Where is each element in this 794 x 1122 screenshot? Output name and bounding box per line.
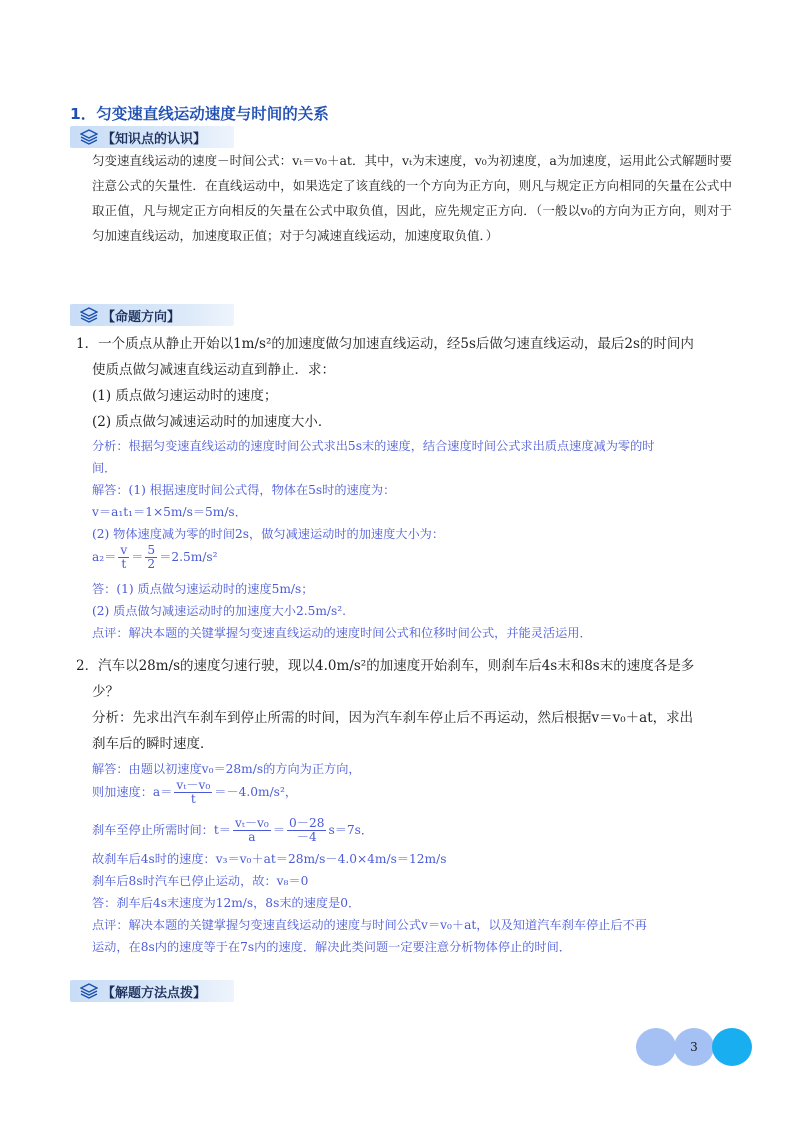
q2-sol3-mid: ＝ bbox=[272, 823, 286, 837]
pager-circle-right bbox=[712, 1028, 752, 1066]
knowledge-badge bbox=[70, 126, 234, 148]
q2-comment-2: 运动，在8s内的速度等于在7s内的速度．解决此类问题一定要注意分析物体停止的时间． bbox=[92, 940, 571, 954]
pager-circle-left bbox=[636, 1028, 676, 1066]
q2-analysis-2: 刹车后的瞬时速度． bbox=[92, 736, 214, 752]
q2-analysis-1: 分析：先求出汽车刹车到停止所需的时间，因为汽车刹车停止后不再运动，然后根据v＝v₀＋at，求出 bbox=[92, 710, 694, 726]
q1-solution-4 bbox=[92, 544, 218, 571]
q2-answer: 答：刹车后4s末速度为12m/s，8s末的速度是0． bbox=[92, 896, 361, 910]
q1-fraction-5-2: $\frac{5}{2}$ bbox=[147, 543, 156, 571]
direction-badge-label: 【命题方向】 bbox=[102, 309, 181, 325]
section-title: 1．匀变速直线运动速度与时间的关系 bbox=[70, 105, 329, 123]
layers-icon bbox=[80, 983, 98, 999]
q2-line1: 2．汽车以28m/s的速度匀速行驶，现以4.0m/s²的加速度开始刹车，则刹车后4s末和8s末的速度各是多 bbox=[76, 658, 695, 674]
q1-sol4-pre: a₂＝ bbox=[92, 550, 117, 564]
q1-analysis-1: 分析：根据匀变速直线运动的速度时间公式求出5s末的速度，结合速度时间公式求出质点速度减为零的时 bbox=[92, 439, 655, 453]
q1-sol4-post: ＝2.5m/s² bbox=[159, 550, 218, 564]
q1-line2: 使质点做匀减速直线运动直到静止．求： bbox=[92, 362, 335, 378]
q1-sol4-mid: ＝ bbox=[131, 550, 144, 564]
q2-solution-4: 故刹车后4s时的速度：v₃＝v₀＋at＝28m/s－4.0×4m/s＝12m/s bbox=[92, 852, 447, 866]
q1-sub1: (1) 质点做匀速运动时的速度； bbox=[92, 388, 278, 404]
knowledge-badge-label: 【知识点的认识】 bbox=[102, 131, 207, 147]
knowledge-text: 匀变速直线运动的速度－时间公式：vₜ＝v₀＋at．其中，vₜ为末速度，v₀为初速度，a为加速度，运用此公式解题时要注意公式的矢量性．在直线运动中，如果选定了该直线的一个方向为正方向，则凡与规定正方向相同的矢量在公式中取正值，凡与规定正方向相反的矢量在公式中取负值，因此，应先规定正方向．（一般以v₀的方向为正方向，则对于匀加速直线运动，加速度取正值；对于匀减速直线运动，加速度取负值．） bbox=[92, 153, 732, 243]
layers-icon bbox=[80, 307, 98, 323]
q2-fraction-t1: $\frac{\text{vₜ－v₀}}{a}$ bbox=[234, 816, 269, 844]
q2-solution-5: 刹车后8s时汽车已停止运动，故：v₈＝0 bbox=[92, 874, 309, 888]
q2-sol3-post: s＝7s． bbox=[328, 823, 374, 837]
q1-solution-1: 解答：(1) 根据速度时间公式得，物体在5s时的速度为： bbox=[92, 483, 396, 497]
q1-sub2: (2) 质点做匀减速运动时的加速度大小． bbox=[92, 414, 332, 430]
method-badge-label: 【解题方法点拨】 bbox=[102, 985, 207, 1001]
method-badge bbox=[70, 980, 234, 1002]
q2-fraction-a: $\frac{\text{vₜ－v₀}}{t}$ bbox=[176, 778, 211, 806]
q2-fraction-t2: $\frac{0-28}{-4}$ bbox=[289, 816, 325, 844]
q2-sol2-pre: 则加速度：a＝ bbox=[92, 785, 173, 799]
q1-solution-2: v＝a₁t₁＝1×5m/s＝5m/s． bbox=[92, 505, 247, 519]
q1-answer-1: 答：(1) 质点做匀速运动时的速度5m/s； bbox=[92, 582, 314, 596]
page-number: 3 bbox=[690, 1040, 698, 1054]
page-number-decoration bbox=[636, 1028, 752, 1066]
q2-sol3-pre: 刹车至停止所需时间：t＝ bbox=[92, 823, 231, 837]
q2-sol2-post: ＝－4.0m/s²， bbox=[214, 785, 298, 799]
q1-comment: 点评：解决本题的关键掌握匀变速直线运动的速度时间公式和位移时间公式，并能灵活运用． bbox=[92, 626, 592, 640]
q2-solution-1: 解答：由题以初速度v₀＝28m/s的方向为正方向， bbox=[92, 762, 361, 776]
q1-fraction-v-t: $\frac{v}{t}$ bbox=[120, 543, 128, 571]
q2-solution-3 bbox=[92, 817, 373, 844]
q2-solution-2 bbox=[92, 779, 297, 806]
q1-answer-2: (2) 质点做匀减速运动时的加速度大小2.5m/s². bbox=[92, 604, 347, 618]
direction-badge bbox=[70, 304, 234, 326]
q1-analysis-2: 间． bbox=[92, 461, 117, 475]
q1-line1: 1．一个质点从静止开始以1m/s²的加速度做匀加速直线运动，经5s后做匀速直线运动，最后2s的时间内 bbox=[76, 336, 694, 352]
q2-line2: 少？ bbox=[92, 684, 119, 700]
q1-solution-3: (2) 物体速度减为零的时间2s，做匀减速运动时的加速度大小为： bbox=[92, 527, 445, 541]
layers-icon bbox=[80, 129, 98, 145]
q2-comment-1: 点评：解决本题的关键掌握匀变速直线运动的速度与时间公式v＝v₀＋at，以及知道汽车刹车停止后不再 bbox=[92, 918, 647, 932]
